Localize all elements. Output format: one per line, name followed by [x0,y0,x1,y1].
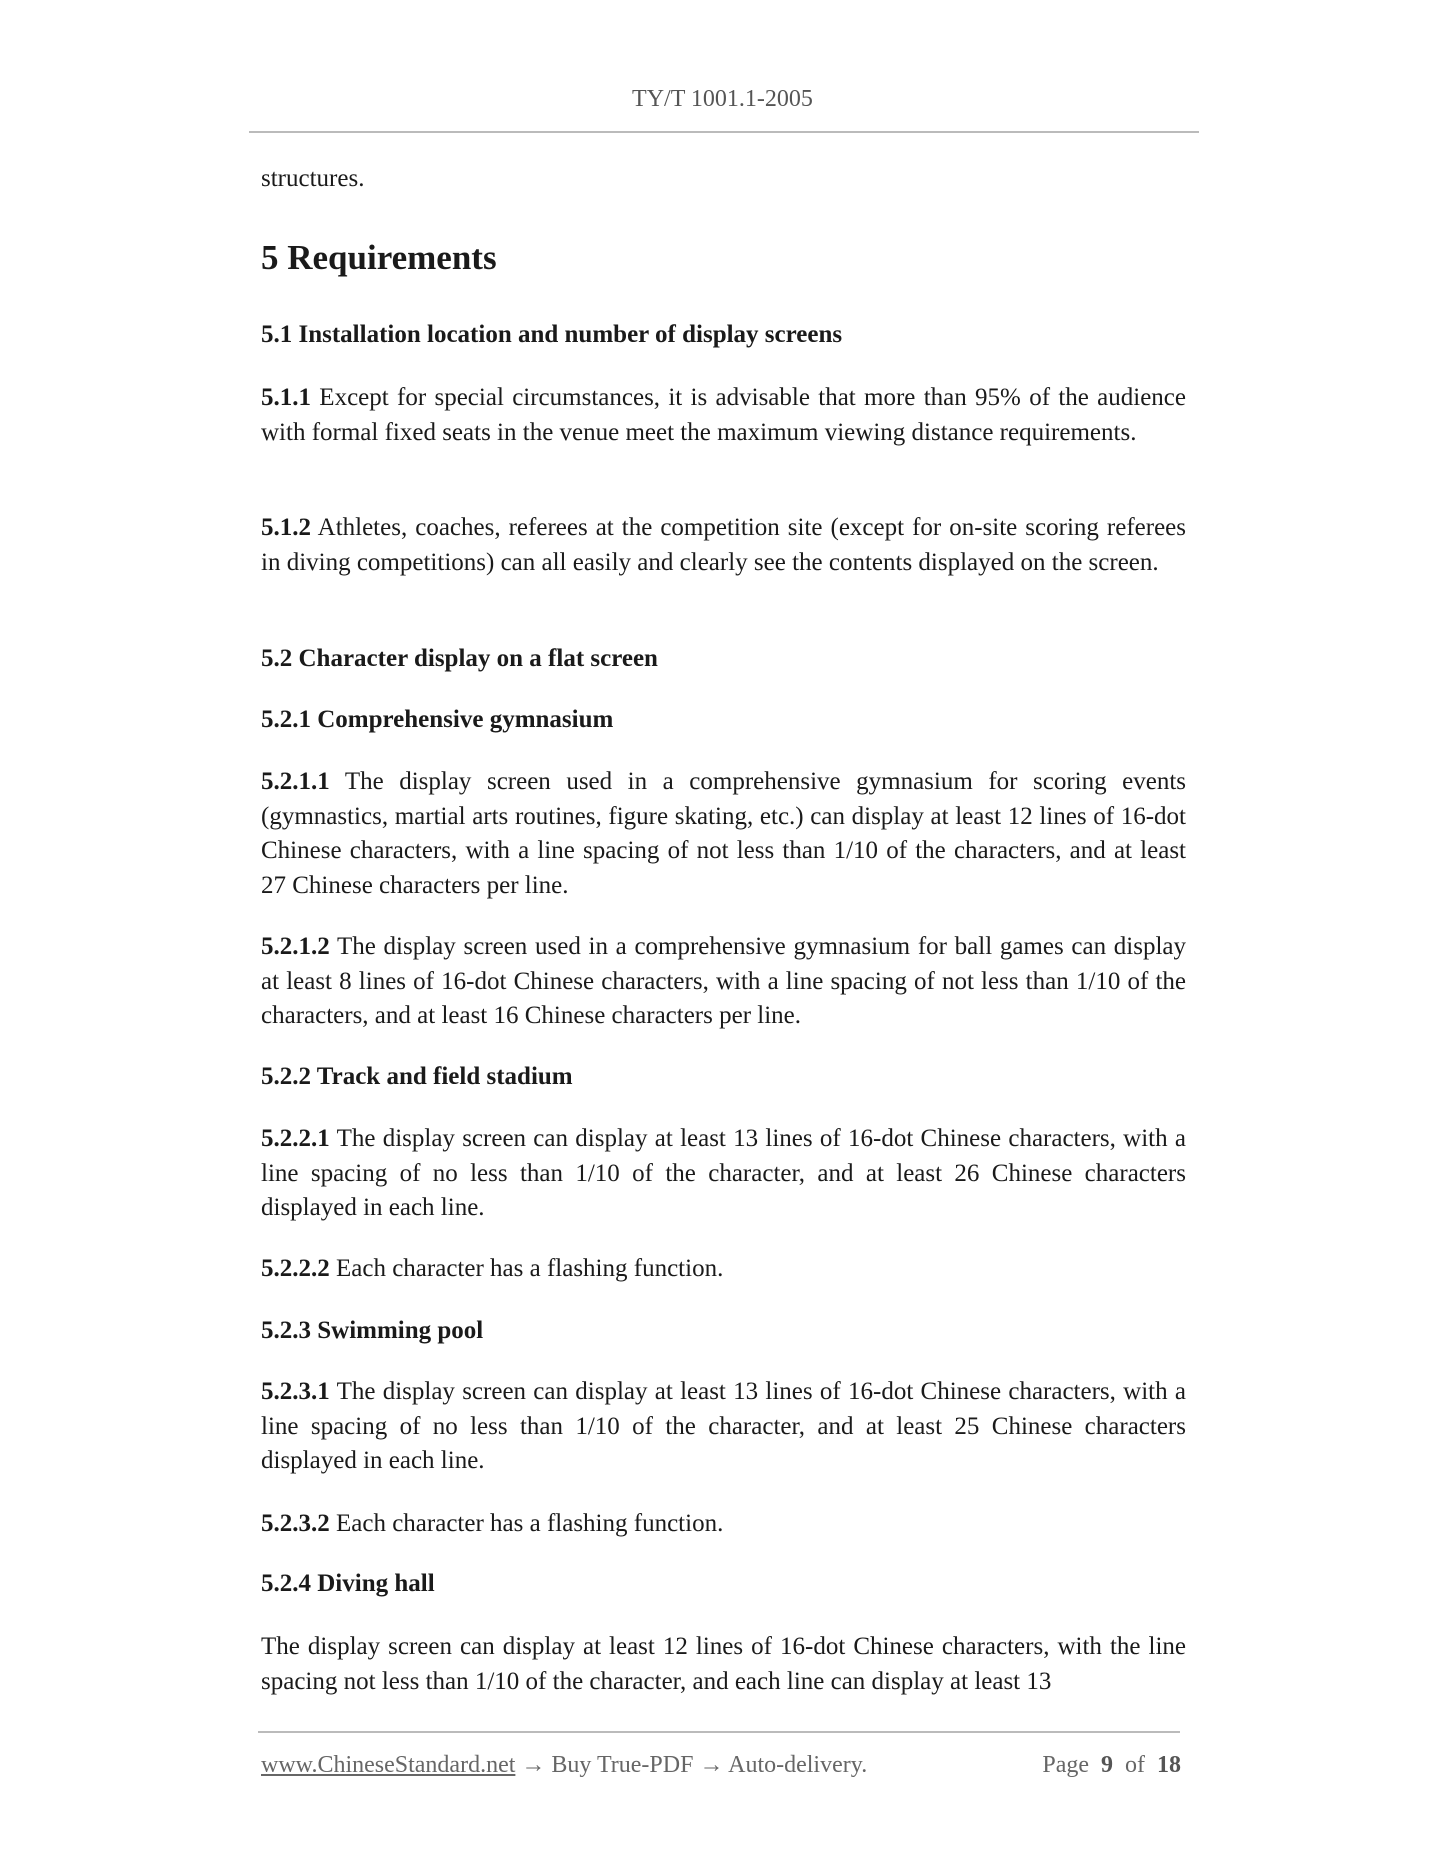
clause-number: 5.1.2 [261,514,311,541]
page-total: 18 [1157,1752,1181,1778]
paragraph-text: The display screen used in a comprehensive gymnasium for scoring events (gymnastics, martial arts routines, figure skating, etc.) can display at least 12 lines of 16-dot Chinese characters, with a line spacing of not less than 1/10 of the characters, and at least 27 Chinese characters per line. [261,768,1186,899]
paragraph-text: The display screen used in a comprehensive gymnasium for ball games can display at least 8 lines of 16-dot Chinese characters, with a line spacing of not less than 1/10 of the characters, and at least 16 Chinese characters per line. [261,933,1186,1030]
footer-divider [258,1731,1180,1733]
section-heading: 5 Requirements [261,238,497,277]
paragraph-text: structures. [261,165,365,192]
paragraph-text: Athletes, coaches, referees at the competition site (except for on-site scoring referees in diving competitions) can all easily and clearly see the contents displayed on the screen. [261,514,1186,576]
paragraph [261,930,1186,1034]
paragraph [261,765,1186,903]
page-label: Page [1042,1752,1089,1778]
paragraph [261,162,1186,197]
paragraph [261,1252,1186,1287]
paragraph-text: The display screen can display at least 13 lines of 16-dot Chinese characters, with a line spacing of no less than 1/10 of the character, and at least 25 Chinese characters displayed in each line. [261,1378,1186,1475]
clause-number: 5.2.1.2 [261,933,330,960]
paragraph [261,1122,1186,1226]
website-link[interactable]: www.ChineseStandard.net [261,1752,516,1778]
paragraph-text: Each character has a flashing function. [329,1510,724,1537]
header-divider [249,131,1199,133]
paragraph [261,1375,1186,1479]
clause-number: 5.2.1.1 [261,768,330,795]
paragraph-text: Except for special circumstances, it is advisable that more than 95% of the audience with formal fixed seats in the venue meet the maximum viewing distance requirements. [261,384,1186,446]
paragraph-text: Each character has a flashing function. [329,1255,724,1282]
subsection-heading: 5.1 Installation location and number of display screens [261,321,843,348]
paragraph [261,381,1186,450]
paragraph [261,1630,1186,1699]
footer-promo-text: → Buy True-PDF → Auto-delivery. [515,1752,868,1778]
clause-number: 5.2.3.1 [261,1378,330,1405]
paragraph-text: The display screen can display at least 12 lines of 16-dot Chinese characters, with the line spacing not less than 1/10 of the character, and each line can display at least 13 [261,1633,1186,1695]
subsection-heading: 5.2.1 Comprehensive gymnasium [261,706,614,733]
paragraph-text: The display screen can display at least 13 lines of 16-dot Chinese characters, with a line spacing of no less than 1/10 of the character, and at least 26 Chinese characters displayed in each line. [261,1125,1186,1222]
subsection-heading: 5.2.2 Track and field stadium [261,1063,573,1090]
clause-number: 5.2.2.2 [261,1255,330,1282]
clause-number: 5.1.1 [261,384,311,411]
paragraph [261,1507,1186,1542]
page-number: 9 [1101,1752,1113,1778]
of-label: of [1125,1752,1145,1778]
clause-number: 5.2.3.2 [261,1510,330,1537]
page-footer [261,1752,1181,1779]
subsection-heading: 5.2 Character display on a flat screen [261,645,658,672]
page-indicator [1042,1752,1181,1779]
clause-number: 5.2.2.1 [261,1125,330,1152]
subsection-heading: 5.2.4 Diving hall [261,1570,435,1597]
running-header: TY/T 1001.1-2005 [632,86,813,112]
subsection-heading: 5.2.3 Swimming pool [261,1317,484,1344]
paragraph [261,511,1186,580]
